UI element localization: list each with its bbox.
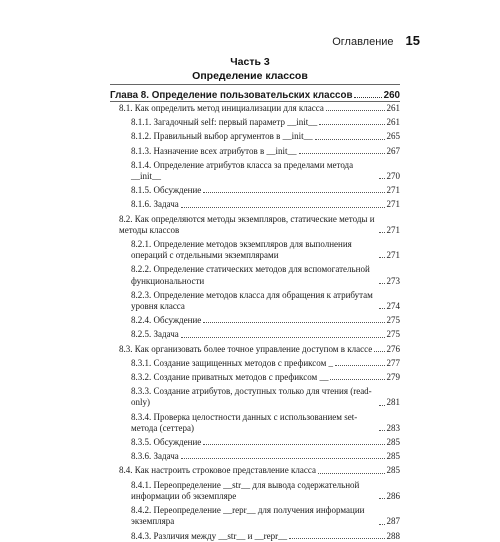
dot-leader <box>203 192 384 193</box>
dot-leader <box>299 153 385 154</box>
toc-page: 271 <box>386 250 400 261</box>
dot-leader <box>289 538 384 539</box>
toc-title: 8.1.6. Задача <box>131 199 179 210</box>
toc-title: 8.2.5. Задача <box>131 329 179 340</box>
toc-entry[interactable] <box>110 437 400 448</box>
chapter-page: 260 <box>383 90 400 101</box>
toc-entry[interactable] <box>110 531 400 542</box>
toc-title: 8.1.4. Определение атрибутов класса за пределами метода __init__ <box>131 159 354 182</box>
toc-entry[interactable] <box>110 412 400 434</box>
dot-leader <box>203 444 384 445</box>
toc-entry[interactable] <box>110 315 400 326</box>
page-number: 15 <box>405 33 420 48</box>
toc-entry[interactable] <box>110 358 400 369</box>
toc-title: 8.2.3. Определение методов класса для обращения к атрибутам уровня класса <box>131 289 373 312</box>
toc-page: 261 <box>386 103 400 113</box>
toc-page: 274 <box>386 301 400 312</box>
toc-title: 8.2.4. Обсуждение <box>131 315 202 326</box>
toc-entry[interactable] <box>110 465 400 476</box>
toc-entry[interactable] <box>110 239 400 261</box>
chapter-title: Глава 8. Определение пользовательских классов <box>110 90 353 101</box>
dot-leader <box>379 498 385 499</box>
toc-title: 8.1. Как определить метод инициализации для класса <box>119 103 324 113</box>
toc-page: 287 <box>386 516 400 527</box>
toc-page: 261 <box>386 117 400 128</box>
dot-leader <box>181 458 385 459</box>
dot-leader <box>379 430 385 431</box>
toc-entry[interactable] <box>110 185 400 196</box>
dot-leader <box>181 337 385 338</box>
toc-entry[interactable] <box>110 344 400 355</box>
toc-page: 275 <box>386 329 400 340</box>
part-title: Определение классов <box>192 70 308 82</box>
toc-page: 285 <box>386 465 400 476</box>
toc-entry[interactable] <box>110 131 400 142</box>
table-of-contents <box>110 100 400 542</box>
toc-title: 8.3. Как организовать более точное управление доступом в классе <box>119 343 373 354</box>
toc-entry[interactable] <box>110 160 400 182</box>
toc-page: 270 <box>386 171 400 182</box>
dot-leader <box>319 124 384 125</box>
dot-leader <box>318 473 385 474</box>
dot-leader <box>354 97 381 98</box>
part-number: Часть 3 <box>230 56 270 68</box>
toc-entry[interactable] <box>110 451 400 462</box>
dot-leader <box>379 257 385 258</box>
toc-title: 8.1.2. Правильный выбор аргументов в __init__ <box>131 131 313 142</box>
toc-entry[interactable] <box>110 264 400 286</box>
toc-entry[interactable] <box>110 103 400 114</box>
toc-page: 285 <box>386 437 400 448</box>
toc-title: 8.3.2. Создание приватных методов с префиксом __ <box>131 372 329 383</box>
dot-leader <box>379 524 385 525</box>
toc-entry[interactable] <box>110 505 400 527</box>
toc-title: 8.4.2. Переопределение __repr__ для получения информации экземпляра <box>131 505 365 527</box>
toc-entry[interactable] <box>110 199 400 210</box>
toc-page: 286 <box>386 490 400 501</box>
toc-page: 271 <box>386 224 400 235</box>
dot-leader <box>335 365 384 366</box>
toc-title: 8.3.4. Проверка целостности данных с использованием set-метода (сеттера) <box>131 411 358 433</box>
toc-page: 276 <box>386 343 400 354</box>
toc-entry[interactable] <box>110 386 400 408</box>
toc-page: 285 <box>386 451 400 462</box>
toc-title: 8.4. Как настроить строковое представление класса <box>119 465 316 476</box>
toc-entry[interactable] <box>110 214 400 236</box>
toc-title: 8.1.1. Загадочный self: первый параметр __init__ <box>131 117 318 128</box>
toc-page: 283 <box>386 422 400 433</box>
toc-title: 8.2. Как определяются методы экземпляров, статические методы и методы классов <box>119 213 375 235</box>
toc-entry[interactable] <box>110 372 400 383</box>
toc-page: 277 <box>386 357 400 368</box>
toc-title: 8.4.3. Различия между __str__ и __repr__ <box>131 530 288 541</box>
toc-title: 8.1.3. Назначение всех атрибутов в __init__ <box>131 145 297 156</box>
toc-title: 8.1.5. Обсуждение <box>131 185 202 196</box>
toc-page: 279 <box>386 372 400 383</box>
toc-entry[interactable] <box>110 480 400 502</box>
toc-title: 8.2.2. Определение статических методов для вспомогательной функциональности <box>131 264 370 286</box>
toc-entry[interactable] <box>110 117 400 128</box>
dot-leader <box>374 351 384 352</box>
toc-title: 8.3.1. Создание защищенных методов с префиксом _ <box>131 357 334 368</box>
toc-page: 281 <box>386 397 400 408</box>
toc-title: 8.4.1. Переопределение __str__ для вывода содержательной информации об экземпляре <box>131 479 360 501</box>
toc-page: 267 <box>386 145 400 156</box>
page-header <box>332 33 420 48</box>
toc-page: 265 <box>386 131 400 142</box>
toc-title: 8.3.6. Задача <box>131 451 179 462</box>
toc-page: 273 <box>386 275 400 286</box>
dot-leader <box>203 322 384 323</box>
toc-page: 271 <box>386 199 400 210</box>
toc-page: 271 <box>386 185 400 196</box>
toc-title: 8.2.1. Определение методов экземпляров для выполнения операций с отдельными экземплярами <box>131 239 352 261</box>
dot-leader <box>379 283 385 284</box>
dot-leader <box>330 379 384 380</box>
running-title: Оглавление <box>332 36 394 48</box>
toc-page: 288 <box>386 530 400 541</box>
toc-title: 8.3.3. Создание атрибутов, доступных только для чтения (read-only) <box>131 386 372 408</box>
toc-entry[interactable] <box>110 329 400 340</box>
dot-leader <box>326 110 385 111</box>
dot-leader <box>379 405 385 406</box>
dot-leader <box>181 207 385 208</box>
dot-leader <box>379 232 385 233</box>
dot-leader <box>315 139 385 140</box>
toc-page: 275 <box>386 315 400 326</box>
dot-leader <box>379 178 385 179</box>
toc-title: 8.3.5. Обсуждение <box>131 437 202 448</box>
toc-entry[interactable] <box>110 290 400 312</box>
dot-leader <box>379 308 385 309</box>
toc-entry[interactable] <box>110 146 400 157</box>
